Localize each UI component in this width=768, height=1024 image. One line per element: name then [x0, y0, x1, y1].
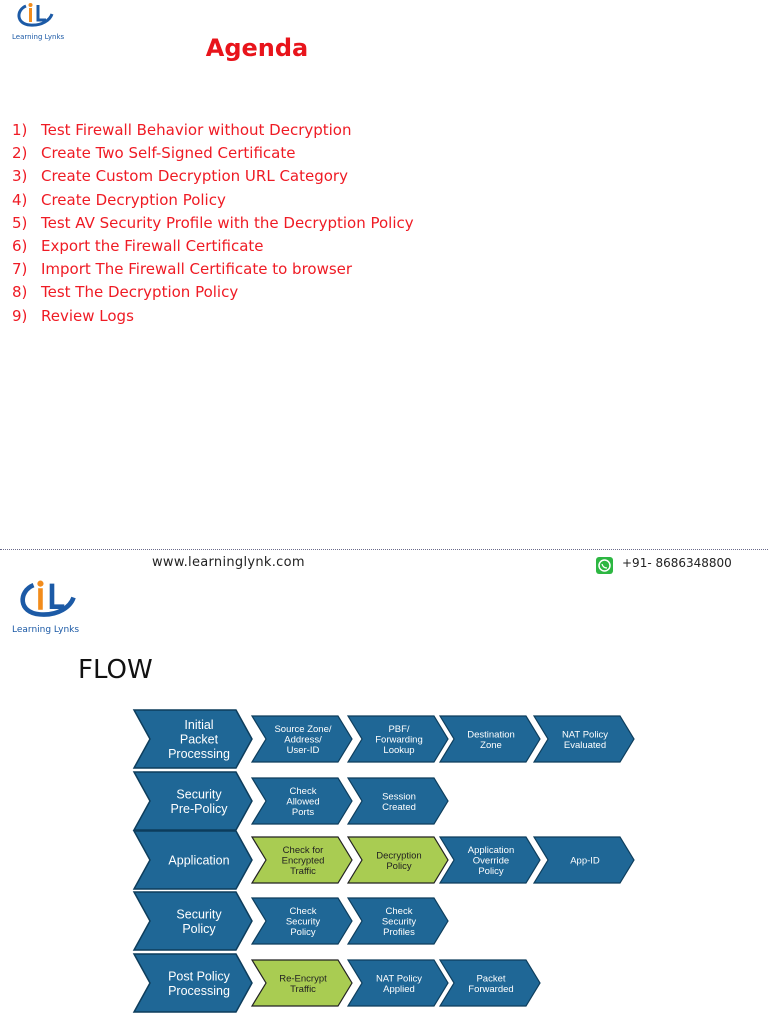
flow-step-label: Re-Encrypt Traffic — [279, 973, 327, 995]
flow-title: FLOW — [78, 655, 153, 685]
agenda-item-number: 1) — [12, 121, 28, 139]
agenda-item-text: Import The Firewall Certificate to browser — [41, 260, 353, 279]
agenda-item-text: Review Logs — [41, 306, 134, 325]
flow-step-label: App-ID — [570, 855, 600, 867]
whatsapp-icon — [596, 557, 613, 574]
flow-diagram — [130, 704, 652, 1016]
flow-step-label: Destination Zone — [467, 729, 515, 751]
flow-stage-label: Security Policy — [176, 907, 222, 936]
phone-number: +91- 8686348800 — [622, 556, 732, 570]
agenda-item — [12, 165, 414, 188]
divider — [0, 549, 768, 550]
agenda-item-text: Test AV Security Profile with the Decryption Policy — [41, 213, 414, 232]
learning-lynks-logo-icon — [12, 578, 92, 620]
flow-step-label: Check Security Profiles — [381, 906, 417, 938]
flow-stage-label: Initial Packet Processing — [168, 718, 230, 761]
agenda-item-text: Create Two Self-Signed Certificate — [41, 144, 296, 163]
flow-step-label: Check for Encrypted Traffic — [281, 845, 325, 877]
agenda-item-number: 5) — [12, 213, 28, 232]
agenda-item-number: 8) — [12, 283, 28, 302]
logo-text: Learning Lynks — [12, 33, 65, 41]
agenda-item-text: Create Custom Decryption URL Category — [41, 167, 348, 186]
logo — [12, 2, 65, 41]
flow-step-label: Session Created — [382, 791, 416, 813]
agenda-item-number: 9) — [12, 306, 28, 325]
agenda-item — [12, 119, 414, 142]
agenda-item-text: Create Decryption Policy — [41, 190, 226, 209]
flow-step-label: Packet Forwarded — [468, 973, 514, 995]
agenda-item-number: 6) — [12, 237, 28, 256]
flow-step-label: NAT Policy Applied — [375, 973, 423, 995]
agenda-item-number: 3) — [12, 167, 28, 186]
flow-step-label: NAT Policy Evaluated — [561, 729, 609, 751]
flow-step-label: Check Allowed Ports — [286, 786, 320, 818]
agenda-item — [12, 142, 414, 165]
agenda-list — [12, 119, 414, 328]
agenda-item — [12, 212, 414, 235]
logo-text: Learning Lynks — [12, 625, 80, 635]
agenda-item-text: Test The Decryption Policy — [41, 283, 239, 302]
flow-step-label: Application Override Policy — [467, 845, 515, 877]
learning-lynks-logo-icon — [12, 2, 64, 28]
agenda-item-number: 7) — [12, 260, 28, 279]
flow-stage-label: Post Policy Processing — [168, 969, 230, 998]
flow-stage-label: Application — [168, 853, 230, 868]
agenda-item — [12, 305, 414, 328]
agenda-item-number: 4) — [12, 190, 28, 209]
agenda-item-text: Export the Firewall Certificate — [41, 237, 264, 256]
agenda-item-text: Test Firewall Behavior without Decryption — [41, 121, 352, 139]
logo-secondary — [12, 578, 92, 634]
flow-step-label: Check Security Policy — [285, 906, 321, 938]
agenda-item — [12, 281, 414, 304]
flow-step-label: Decryption Policy — [376, 850, 422, 872]
flow-step-label: PBF/ Forwarding Lookup — [375, 724, 423, 756]
agenda-item — [12, 258, 414, 281]
agenda-item — [12, 189, 414, 212]
website-link[interactable]: www.learninglynk.com — [152, 555, 305, 570]
agenda-title: Agenda — [205, 34, 309, 62]
agenda-item-number: 2) — [12, 144, 28, 163]
flow-stage-label: Security Pre-Policy — [170, 787, 228, 816]
flow-step-label: Source Zone/ Address/ User-ID — [274, 724, 332, 756]
agenda-item — [12, 235, 414, 258]
